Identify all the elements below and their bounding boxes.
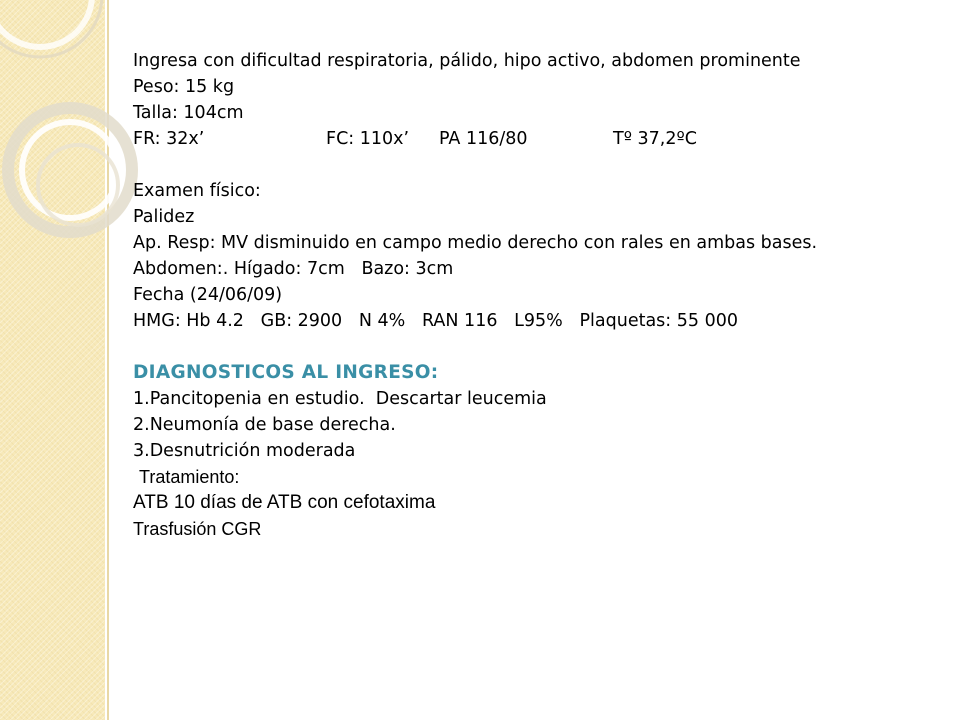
decor-circle-mid-inner [22,122,118,218]
height-line: Talla: 104cm [133,103,244,123]
treatment-title: Tratamiento: [139,467,240,487]
exam-date: Fecha (24/06/09) [133,285,283,305]
diagnosis-heading: DIAGNOSTICOS AL INGRESO: [133,362,439,383]
vital-fc: FC: 110x’ [326,129,410,149]
spacer [133,152,933,178]
lab-hmg: HMG: Hb 4.2 GB: 2900 N 4% RAN 116 L95% Plaquetas: 55 000 [133,311,738,331]
decor-circle-mid-ring [38,145,118,225]
clinical-case-text [133,48,933,542]
decor-circle-top-inner [0,0,92,47]
diagnosis-item-1: 1.Pancitopenia en estudio. Descartar leucemia [133,389,547,409]
exam-abdomen: Abdomen:. Hígado: 7cm Bazo: 3cm [133,259,454,279]
exam-palidez: Palidez [133,207,195,227]
vital-fr: FR: 32x’ [133,129,205,149]
vitals-line [133,126,933,152]
vital-pa: PA 116/80 [439,129,528,149]
treatment-transfusion: Trasfusión CGR [133,519,262,539]
weight-line: Peso: 15 kg [133,77,235,97]
exam-respiratory: Ap. Resp: MV disminuido en campo medio derecho con rales en ambas bases. [133,233,818,253]
treatment-atb: ATB 10 días de ATB con cefotaxima [133,492,436,513]
intro-line: Ingresa con dificultad respiratoria, pálido, hipo activo, abdomen prominente [133,51,801,71]
diagnosis-item-3: 3.Desnutrición moderada [133,441,356,461]
decorative-circles [0,0,140,340]
spacer [133,334,933,360]
exam-title: Examen físico: [133,181,261,201]
diagnosis-item-2: 2.Neumonía de base derecha. [133,415,396,435]
vital-temp: Tº 37,2ºC [613,129,697,149]
